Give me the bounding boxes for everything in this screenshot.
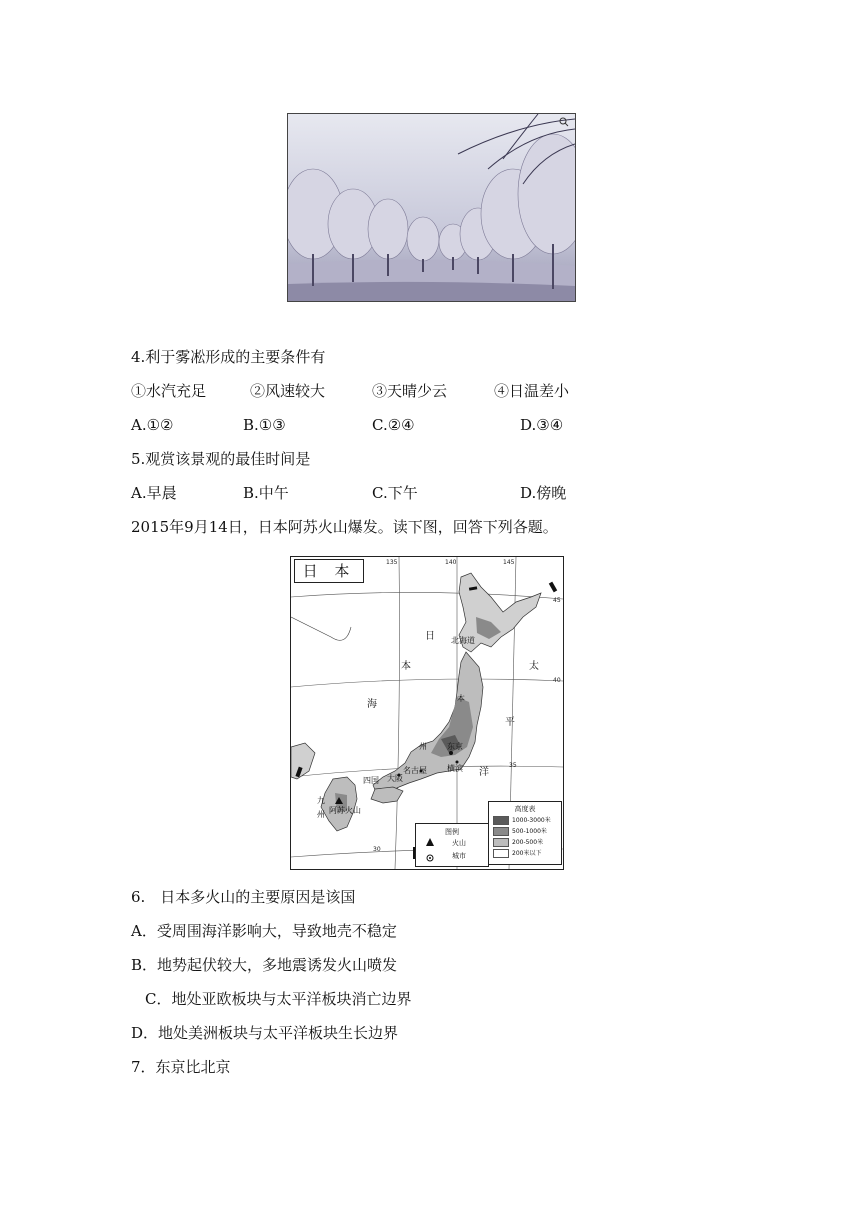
lon-label-145: 145 — [503, 559, 515, 566]
map-title: 日 本 — [294, 559, 364, 583]
lon-label-140: 140 — [445, 559, 457, 566]
city-nagoya: 名古屋 — [403, 766, 427, 775]
key-city: 城市 — [452, 852, 466, 860]
q4-option-b: B.①③ — [243, 416, 286, 434]
ocean-char-1: 太 — [529, 661, 539, 672]
ocean-char-3: 洋 — [479, 767, 489, 778]
city-osaka: 大阪 — [387, 774, 403, 783]
label-honshu-2: 州 — [419, 742, 427, 751]
label-honshu-1: 本 — [457, 694, 465, 703]
q5-option-b: B.中午 — [243, 484, 289, 502]
q4-stem: 4.利于雾凇形成的主要条件有 — [131, 348, 326, 366]
label-shikoku: 四国 — [363, 776, 379, 785]
ocean-char-2: 平 — [505, 717, 515, 728]
sea-char-1: 日 — [425, 631, 435, 642]
q6-option-c: C．地处亚欧板块与太平洋板块消亡边界 — [145, 990, 412, 1008]
sea-char-3: 海 — [367, 699, 377, 710]
label-kyushu-2: 州 — [317, 810, 325, 819]
lat-label-45: 45 — [553, 597, 561, 604]
key-volcano: 火山 — [452, 839, 466, 847]
q5-option-c: C.下午 — [372, 484, 418, 502]
label-aso-volcano: 阿苏火山 — [329, 806, 361, 815]
lon-label-135: 135 — [386, 559, 398, 566]
lat-label-40: 40 — [553, 677, 561, 684]
q5-option-a: A.早晨 — [131, 484, 177, 502]
legend-row: 200米以下 — [493, 849, 541, 857]
lat-label-35: 35 — [509, 762, 517, 769]
q5-stem: 5.观赏该景观的最佳时间是 — [131, 450, 311, 468]
q4-condition-1: ①水汽充足 — [131, 382, 207, 400]
q4-option-d: D.③④ — [520, 416, 564, 434]
q6-option-a: A．受周围海洋影响大，导致地壳不稳定 — [131, 922, 397, 940]
key-title: 图例 — [445, 828, 459, 836]
q5-option-d: D.傍晚 — [520, 484, 567, 502]
city-yokohama: 横滨 — [447, 764, 463, 773]
legend-row: 200-500米 — [493, 838, 543, 846]
q4-condition-2: ②风速较大 — [250, 382, 326, 400]
q6-option-d: D．地处美洲板块与太平洋板块生长边界 — [131, 1024, 399, 1042]
legend-row: 500-1000米 — [493, 827, 547, 835]
intro-text: 2015年9月14日，日本阿苏火山爆发。读下图，回答下列各题。 — [131, 518, 558, 536]
label-kyushu-1: 九 — [317, 796, 325, 805]
q6-option-b: B．地势起伏较大，多地震诱发火山喷发 — [131, 956, 398, 974]
lat-label-30: 30 — [373, 846, 381, 853]
volcano-icon — [426, 838, 434, 846]
rime-photo — [287, 113, 576, 302]
map-key — [415, 823, 489, 867]
q4-condition-4: ④日温差小 — [494, 382, 570, 400]
q4-condition-3: ③天晴少云 — [372, 382, 448, 400]
sea-char-2: 本 — [401, 661, 411, 672]
city-tokyo: 东京 — [447, 742, 463, 751]
q6-stem: 6. 日本多火山的主要原因是该国 — [131, 888, 356, 906]
q4-option-c: C.②④ — [372, 416, 415, 434]
legend-row: 1000-3000米 — [493, 816, 551, 824]
elevation-legend — [488, 801, 562, 865]
q4-option-a: A.①② — [131, 416, 174, 434]
legend-title: 高度表 — [514, 805, 536, 813]
q7-stem: 7．东京比北京 — [131, 1058, 231, 1076]
japan-map — [290, 556, 564, 870]
label-hokkaido: 北海道 — [451, 636, 475, 645]
